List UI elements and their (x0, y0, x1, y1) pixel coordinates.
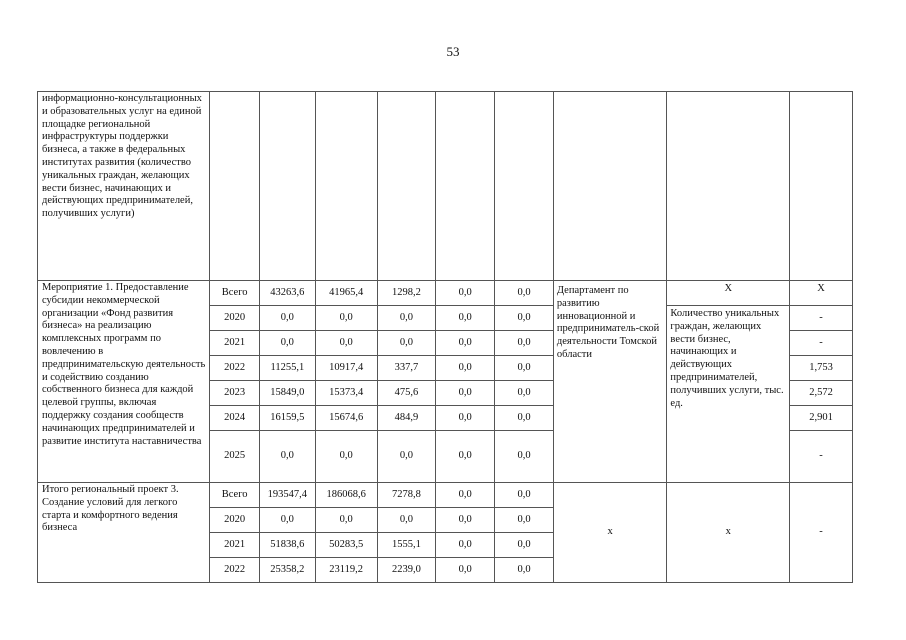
value-cell: 51838,6 (259, 533, 315, 558)
value-cell: 0,0 (436, 381, 495, 406)
value-cell: 1298,2 (377, 281, 436, 306)
value-cell: 15849,0 (259, 381, 315, 406)
program-table (37, 91, 853, 583)
value-cell: 0,0 (315, 508, 377, 533)
value-cell: 0,0 (259, 431, 315, 483)
value-cell: 43263,6 (259, 281, 315, 306)
value-cell: 0,0 (495, 381, 554, 406)
value-cell: 41965,4 (315, 281, 377, 306)
value-cell: 25358,2 (259, 558, 315, 583)
total3-indicator: х (667, 483, 790, 583)
value-cell: 0,0 (495, 281, 554, 306)
value-cell: 0,0 (436, 356, 495, 381)
value-cell: 23119,2 (315, 558, 377, 583)
value-cell: 0,0 (436, 281, 495, 306)
indicator-value: 2,901 (790, 406, 853, 431)
value-cell: 0,0 (259, 508, 315, 533)
value-cell: 10917,4 (315, 356, 377, 381)
value-cell: 186068,6 (315, 483, 377, 508)
value-cell: 0,0 (259, 331, 315, 356)
value-cell: 7278,8 (377, 483, 436, 508)
year-cell: Всего (210, 281, 260, 306)
value-cell: 0,0 (377, 508, 436, 533)
measure1-description: Мероприятие 1. Предоставление субсидии некоммерческой организации «Фонд развития бизнеса» на реализацию комплексных программ по вовлечению в предпринимательскую деятельность и содействию созданию собственного бизнеса для каждой целевой группы, включая поддержку создания сообществ начинающих предпринимателей и развитие института наставничества (38, 281, 210, 483)
indicator-value: - (790, 306, 853, 331)
table-row (38, 281, 853, 306)
value-cell: 50283,5 (315, 533, 377, 558)
value-cell: 0,0 (436, 306, 495, 331)
value-cell: 0,0 (495, 406, 554, 431)
value-cell: 0,0 (436, 406, 495, 431)
value-cell: 0,0 (436, 331, 495, 356)
value-cell: 0,0 (495, 356, 554, 381)
value-cell: 1555,1 (377, 533, 436, 558)
value-cell: 11255,1 (259, 356, 315, 381)
value-cell: 0,0 (436, 533, 495, 558)
year-cell: 2022 (210, 356, 260, 381)
value-cell: 0,0 (495, 508, 554, 533)
value-cell: 2239,0 (377, 558, 436, 583)
value-cell: 0,0 (495, 533, 554, 558)
year-cell: 2020 (210, 508, 260, 533)
indicator-x: Х (667, 281, 790, 306)
value-cell: 0,0 (436, 431, 495, 483)
year-cell: 2024 (210, 406, 260, 431)
value-cell: 0,0 (436, 508, 495, 533)
year-cell: 2023 (210, 381, 260, 406)
value-cell: 0,0 (315, 331, 377, 356)
value-cell: 0,0 (495, 483, 554, 508)
value-cell: 0,0 (495, 558, 554, 583)
value-cell: 0,0 (315, 431, 377, 483)
total3-description: Итого региональный проект 3. Создание условий для легкого старта и комфортного ведения бизнеса (38, 483, 210, 583)
value-cell: 0,0 (377, 306, 436, 331)
value-cell: 15674,6 (315, 406, 377, 431)
total3-executor: х (553, 483, 667, 583)
indicator-value: - (790, 431, 853, 483)
year-cell: 2021 (210, 533, 260, 558)
value-cell: 0,0 (495, 431, 554, 483)
year-cell: Всего (210, 483, 260, 508)
value-cell: 0,0 (436, 558, 495, 583)
value-cell: 0,0 (436, 483, 495, 508)
value-cell: 0,0 (259, 306, 315, 331)
value-cell: 193547,4 (259, 483, 315, 508)
value-cell: 0,0 (495, 306, 554, 331)
indicator-value: 1,753 (790, 356, 853, 381)
value-cell: 0,0 (495, 331, 554, 356)
table-row (38, 483, 853, 508)
value-cell: 0,0 (377, 431, 436, 483)
value-cell: 15373,4 (315, 381, 377, 406)
value-cell: 475,6 (377, 381, 436, 406)
indicator-value: - (790, 331, 853, 356)
year-cell: 2025 (210, 431, 260, 483)
measure1-indicator: Количество уникальных граждан, желающих вести бизнес, начинающих и действующих предпринимателей, получивших услуги, тыс. ед. (667, 306, 790, 483)
indicator-value: 2,572 (790, 381, 853, 406)
year-cell: 2021 (210, 331, 260, 356)
page-number: 53 (446, 44, 460, 59)
value-cell: 16159,5 (259, 406, 315, 431)
total3-value: - (790, 483, 853, 583)
value-cell: 337,7 (377, 356, 436, 381)
year-cell: 2020 (210, 306, 260, 331)
indicator-value: Х (790, 281, 853, 306)
value-cell: 0,0 (377, 331, 436, 356)
measure1-executor: Департамент по развитию инновационной и предприниматель-ской деятельности Томской области (553, 281, 667, 483)
value-cell: 484,9 (377, 406, 436, 431)
continuation-description: информационно-консультационных и образовательных услуг на единой площадке региональной инфраструктуры поддержки бизнеса, а также в федеральных институтах развития (количество уникальных граждан, желающих вести бизнес, начинающих и действующих предпринимателей, получивших услуги) (38, 92, 210, 281)
value-cell: 0,0 (315, 306, 377, 331)
year-cell: 2022 (210, 558, 260, 583)
table-row (38, 92, 853, 281)
